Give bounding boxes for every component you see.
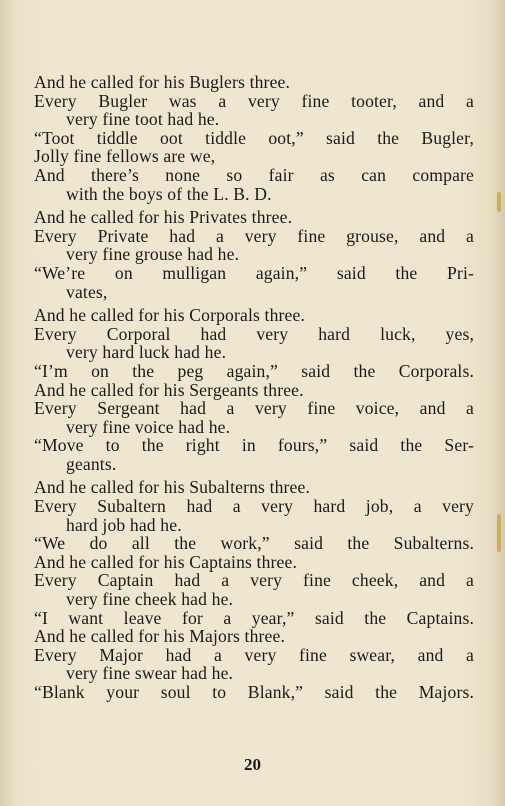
poem-line: And he called for his Subalterns three. — [34, 477, 311, 498]
poem-line: hard job had he. — [66, 514, 182, 535]
poem-line: very hard luck had he. — [66, 342, 227, 363]
poem-line: geants. — [66, 453, 117, 474]
page-edge-mark — [497, 514, 501, 552]
poem-line: And he called for his Privates three. — [34, 207, 293, 228]
page-edge-mark — [497, 192, 501, 212]
poem-line: “We’re on mulligan again,” said the Pri- — [34, 262, 474, 283]
poem-line: And he called for his Majors three. — [34, 626, 285, 647]
poem-line: Jolly fine fellows are we, — [34, 146, 216, 167]
poem-line: And he called for his Sergeants three. — [34, 379, 304, 400]
poem-line: very fine grouse had he. — [66, 244, 240, 265]
stanza — [34, 306, 474, 473]
poem-line: Every Private had a very fine grouse, and a — [34, 225, 474, 246]
poem-line: And he called for his Buglers three. — [34, 72, 291, 92]
poem-line: Every Sergeant had a very fine voice, and a — [34, 398, 474, 419]
poem-line: “I’m on the peg again,” said the Corporals. — [34, 360, 474, 381]
poem-line: Every Captain had a very fine cheek, and a — [34, 570, 474, 591]
stanza — [34, 73, 474, 203]
poem-line: “Toot tiddle oot tiddle oot,” said the Bugler, — [34, 127, 474, 148]
poem-line: very fine swear had he. — [66, 663, 234, 684]
poem-line: And there’s none so fair as can compare — [34, 164, 474, 185]
poem-line: with the boys of the L. B. D. — [66, 183, 272, 204]
poem-text — [34, 73, 474, 702]
stanza — [34, 478, 474, 701]
page-number: 20 — [244, 755, 261, 774]
poem-line: Every Corporal had very hard luck, yes, — [34, 323, 474, 344]
poem-line: Every Bugler was a very fine tooter, and a — [34, 90, 474, 111]
stanza — [34, 208, 474, 301]
poem-line: very fine toot had he. — [66, 109, 220, 130]
poem-line: “Move to the right in fours,” said the Ser- — [34, 435, 474, 456]
poem-line: vates, — [66, 281, 108, 302]
poem-line: And he called for his Corporals three. — [34, 305, 305, 326]
poem-line: And he called for his Captains three. — [34, 551, 298, 572]
poem-line: very fine cheek had he. — [66, 589, 234, 610]
poem-line: “I want leave for a year,” said the Captains. — [34, 607, 474, 628]
poem-line: “We do all the work,” said the Subalterns. — [34, 533, 474, 554]
poem-line: Every Subaltern had a very hard job, a very — [34, 496, 474, 517]
poem-line: very fine voice had he. — [66, 416, 231, 437]
poem-line: “Blank your soul to Blank,” said the Majors. — [34, 682, 474, 702]
poem-line: Every Major had a very fine swear, and a — [34, 644, 474, 665]
